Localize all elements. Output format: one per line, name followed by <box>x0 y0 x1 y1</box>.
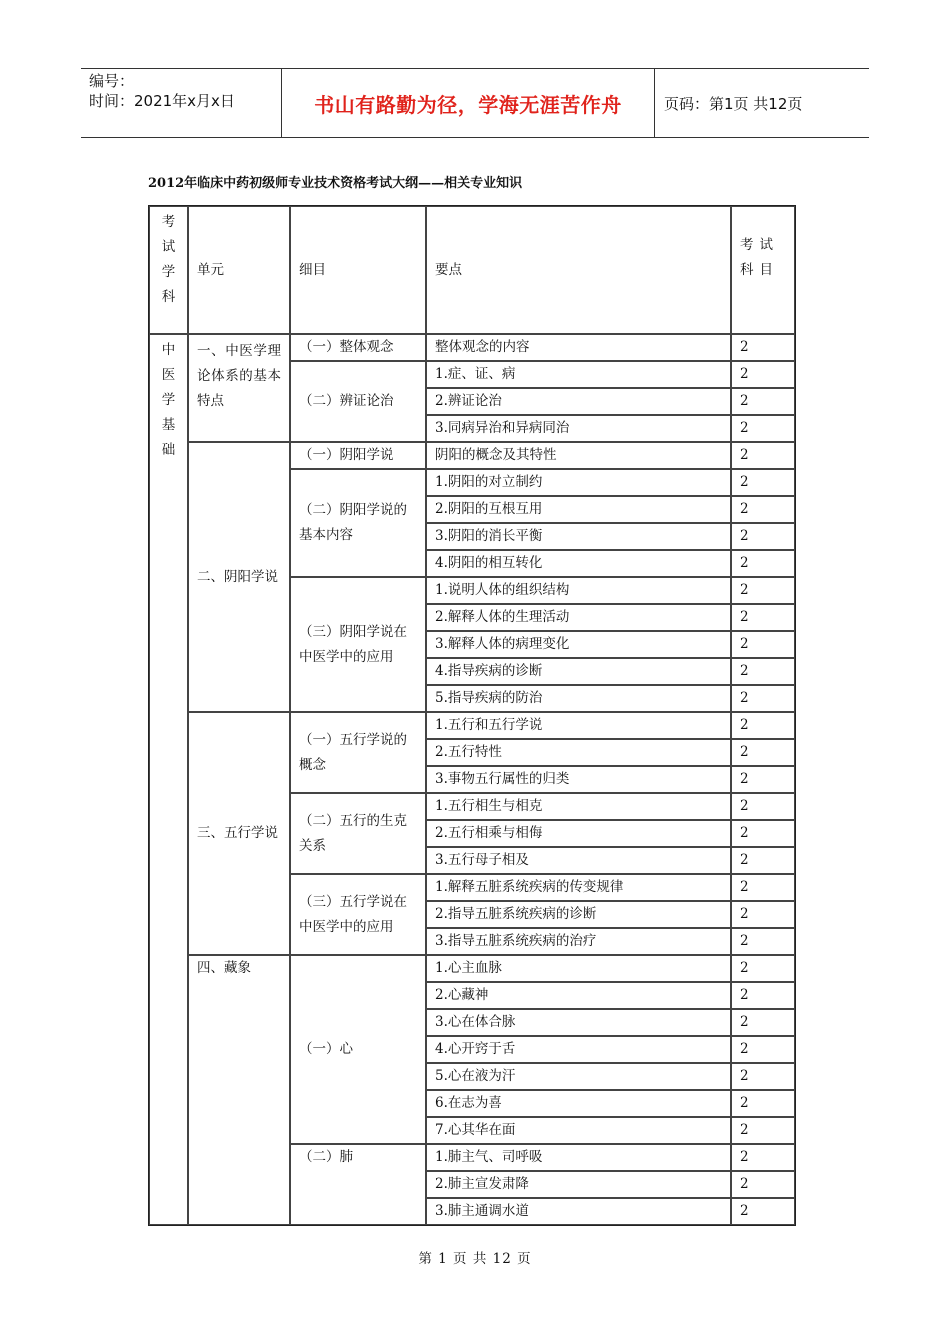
table-row <box>149 442 795 469</box>
exam-cell: 2 <box>731 793 795 820</box>
exam-cell: 2 <box>731 1117 795 1144</box>
point-cell: 1.五行和五行学说 <box>426 712 731 739</box>
point-cell: 2.阴阳的互根互用 <box>426 496 731 523</box>
exam-cell: 2 <box>731 388 795 415</box>
table-row <box>149 955 795 982</box>
point-cell: 3.事物五行属性的归类 <box>426 766 731 793</box>
point-cell: 2.辨证论治 <box>426 388 731 415</box>
unit-cell: 四、藏象 <box>188 955 290 1225</box>
exam-cell: 2 <box>731 577 795 604</box>
exam-cell: 2 <box>731 1036 795 1063</box>
exam-cell: 2 <box>731 1198 795 1225</box>
exam-cell: 2 <box>731 820 795 847</box>
point-cell: 1.症、证、病 <box>426 361 731 388</box>
exam-cell: 2 <box>731 955 795 982</box>
header-subject-text: 考试学科 <box>161 214 176 305</box>
header-points: 要点 <box>426 206 731 334</box>
point-cell: 3.指导五脏系统疾病的治疗 <box>426 928 731 955</box>
exam-cell: 2 <box>731 523 795 550</box>
point-cell: 6.在志为喜 <box>426 1090 731 1117</box>
exam-cell: 2 <box>731 766 795 793</box>
exam-cell: 2 <box>731 739 795 766</box>
exam-cell: 2 <box>731 847 795 874</box>
header-page-info: 页码：第1页 共12页 <box>664 94 803 113</box>
exam-cell: 2 <box>731 1009 795 1036</box>
exam-cell: 2 <box>731 496 795 523</box>
detail-cell: （二）五行的生克关系 <box>290 793 426 874</box>
detail-cell: （二）辨证论治 <box>290 361 426 442</box>
exam-cell: 2 <box>731 631 795 658</box>
point-cell: 2.五行特性 <box>426 739 731 766</box>
point-cell: 2.解释人体的生理活动 <box>426 604 731 631</box>
exam-cell: 2 <box>731 604 795 631</box>
exam-cell: 2 <box>731 1171 795 1198</box>
exam-cell: 2 <box>731 1063 795 1090</box>
point-cell: 4.指导疾病的诊断 <box>426 658 731 685</box>
point-cell: 3.心在体合脉 <box>426 1009 731 1036</box>
table-row <box>149 712 795 739</box>
point-cell: 整体观念的内容 <box>426 334 731 361</box>
point-cell: 3.五行母子相及 <box>426 847 731 874</box>
point-cell: 3.阴阳的消长平衡 <box>426 523 731 550</box>
detail-cell: （二）肺 <box>290 1144 426 1225</box>
document-date: 时间：2021年x月x日 <box>89 92 235 110</box>
detail-cell: （二）阴阳学说的基本内容 <box>290 469 426 577</box>
point-cell: 2.指导五脏系统疾病的诊断 <box>426 901 731 928</box>
exam-cell: 2 <box>731 469 795 496</box>
point-cell: 3.解释人体的病理变化 <box>426 631 731 658</box>
point-cell: 4.心开窍于舌 <box>426 1036 731 1063</box>
detail-cell: （三）阴阳学说在中医学中的应用 <box>290 577 426 712</box>
exam-cell: 2 <box>731 415 795 442</box>
exam-cell: 2 <box>731 928 795 955</box>
point-cell: 3.肺主通调水道 <box>426 1198 731 1225</box>
exam-cell: 2 <box>731 550 795 577</box>
unit-cell: 二、阴阳学说 <box>188 442 290 712</box>
table-header-row <box>149 206 795 334</box>
exam-cell: 2 <box>731 874 795 901</box>
point-cell: 2.肺主宣发肃降 <box>426 1171 731 1198</box>
header-exam-text: 考试科目 <box>740 237 779 278</box>
detail-cell: （一）五行学说的概念 <box>290 712 426 793</box>
detail-cell: （一）阴阳学说 <box>290 442 426 469</box>
header-meta <box>81 69 281 137</box>
document-title: 2012年临床中药初级师专业技术资格考试大纲——相关专业知识 <box>148 176 523 191</box>
exam-cell: 2 <box>731 334 795 361</box>
point-cell: 4.阴阳的相互转化 <box>426 550 731 577</box>
point-cell: 7.心其华在面 <box>426 1117 731 1144</box>
point-cell: 1.解释五脏系统疾病的传变规律 <box>426 874 731 901</box>
page-header <box>81 68 869 138</box>
unit-cell: 一、中医学理论体系的基本特点 <box>188 334 290 442</box>
document-number-label: 编号： <box>89 72 135 90</box>
exam-cell: 2 <box>731 901 795 928</box>
table-row <box>149 334 795 361</box>
point-cell: 5.心在液为汗 <box>426 1063 731 1090</box>
exam-cell: 2 <box>731 685 795 712</box>
point-cell: 3.同病异治和异病同治 <box>426 415 731 442</box>
header-subject <box>149 206 188 334</box>
syllabus-table <box>148 205 796 1226</box>
exam-cell: 2 <box>731 712 795 739</box>
subject-text: 中医学基础 <box>161 342 176 458</box>
header-unit: 单元 <box>188 206 290 334</box>
point-cell: 5.指导疾病的防治 <box>426 685 731 712</box>
detail-cell: （一）整体观念 <box>290 334 426 361</box>
exam-cell: 2 <box>731 361 795 388</box>
unit-cell: 三、五行学说 <box>188 712 290 955</box>
point-cell: 1.肺主气、司呼吸 <box>426 1144 731 1171</box>
header-detail: 细目 <box>290 206 426 334</box>
exam-cell: 2 <box>731 1090 795 1117</box>
exam-cell: 2 <box>731 982 795 1009</box>
exam-cell: 2 <box>731 658 795 685</box>
point-cell: 阴阳的概念及其特性 <box>426 442 731 469</box>
point-cell: 2.五行相乘与相侮 <box>426 820 731 847</box>
page-footer: 第 1 页 共 12 页 <box>418 1251 532 1267</box>
detail-cell: （三）五行学说在中医学中的应用 <box>290 874 426 955</box>
header-exam <box>731 206 795 334</box>
subject-cell <box>149 334 188 1225</box>
point-cell: 1.说明人体的组织结构 <box>426 577 731 604</box>
point-cell: 1.五行相生与相克 <box>426 793 731 820</box>
exam-cell: 2 <box>731 442 795 469</box>
detail-cell: （一）心 <box>290 955 426 1144</box>
exam-cell: 2 <box>731 1144 795 1171</box>
point-cell: 1.阴阳的对立制约 <box>426 469 731 496</box>
point-cell: 2.心藏神 <box>426 982 731 1009</box>
header-motto: 书山有路勤为径，学海无涯苦作舟 <box>281 69 655 137</box>
syllabus-table-wrapper <box>148 205 796 1226</box>
point-cell: 1.心主血脉 <box>426 955 731 982</box>
